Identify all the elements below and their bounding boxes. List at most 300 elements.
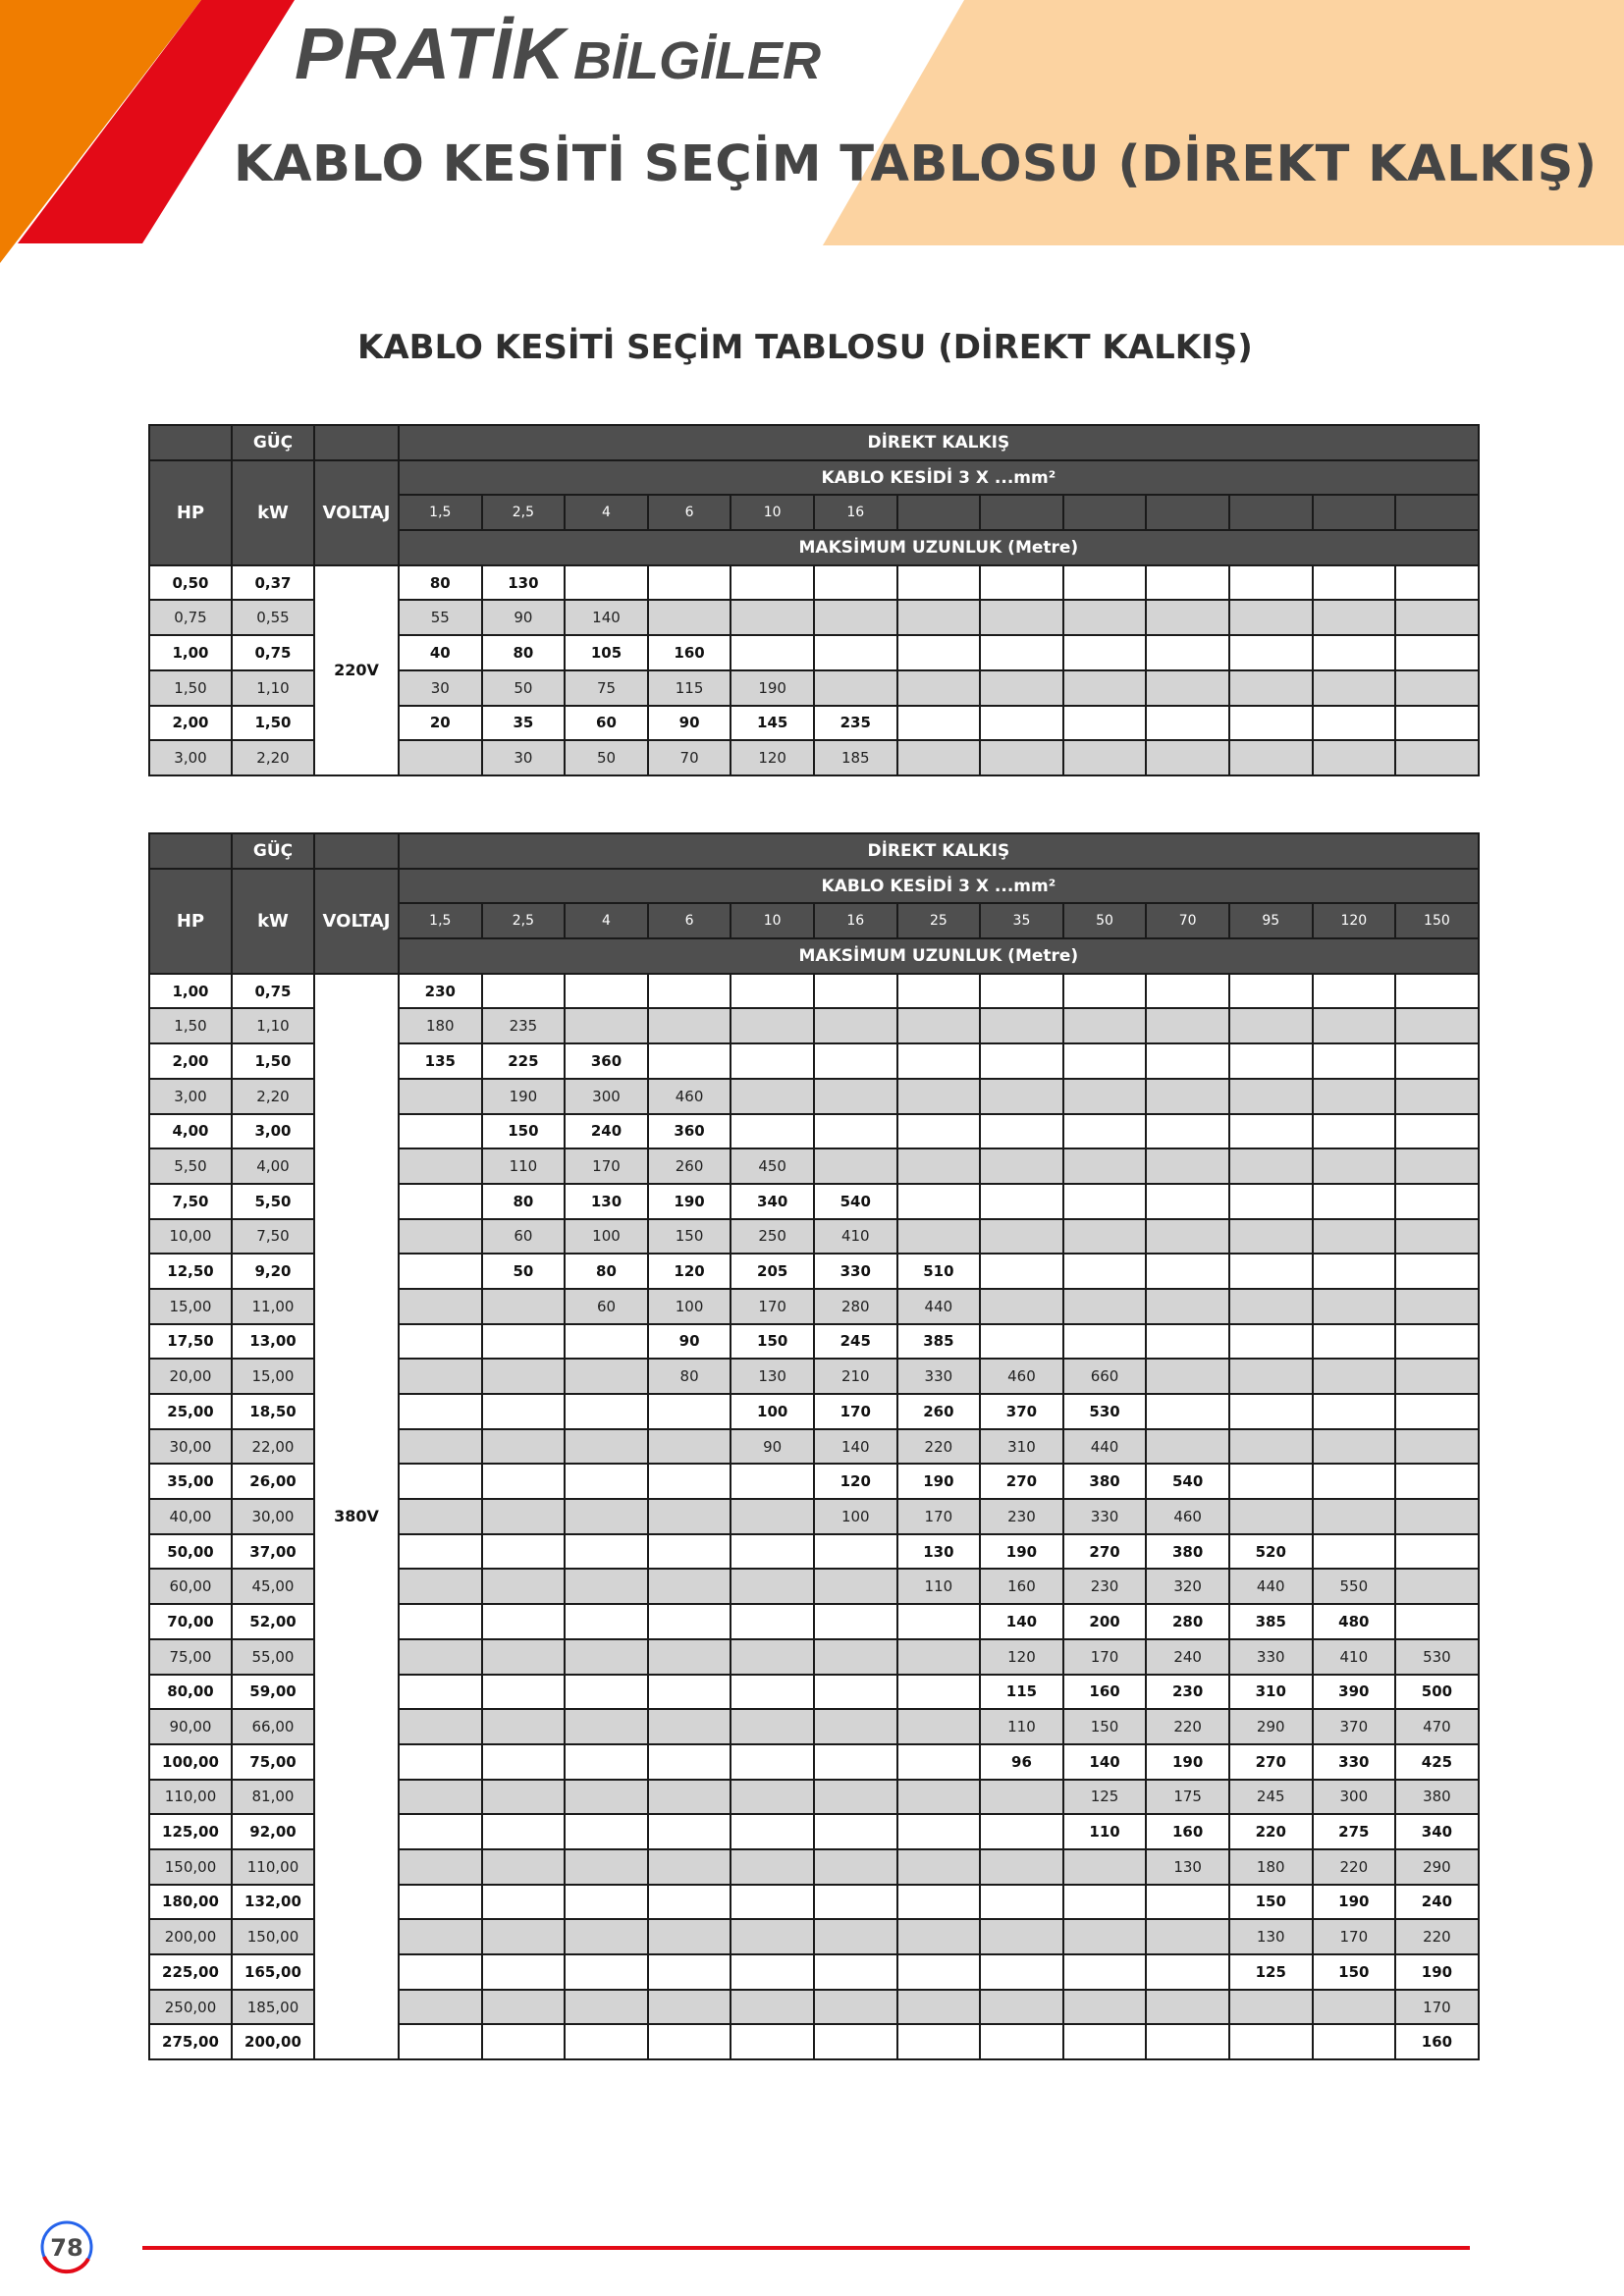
length-cell: 160: [1063, 1675, 1147, 1710]
length-cell: [1313, 600, 1396, 635]
length-cell: [648, 1499, 731, 1534]
length-cell: [1313, 1359, 1396, 1394]
length-cell: [1229, 1499, 1313, 1534]
length-cell: 270: [1229, 1744, 1313, 1780]
length-cell: 185: [814, 740, 897, 775]
section-header: [897, 495, 981, 530]
length-cell: [814, 2024, 897, 2059]
hp-cell: 50,00: [149, 1534, 232, 1570]
length-cell: [648, 2024, 731, 2059]
length-cell: [1395, 1429, 1479, 1465]
length-cell: 150: [648, 1219, 731, 1255]
length-cell: [1395, 1359, 1479, 1394]
length-cell: [1395, 1254, 1479, 1289]
blank-header-cell: [314, 833, 399, 869]
length-cell: 60: [565, 1289, 648, 1324]
length-cell: 270: [1063, 1534, 1147, 1570]
direkt-kalkis-header: DİREKT KALKIŞ: [399, 833, 1479, 869]
kw-cell: 3,00: [232, 1114, 314, 1149]
voltage-cell: 380V: [314, 974, 399, 2059]
length-cell: 220: [1395, 1919, 1479, 1954]
kw-cell: 132,00: [232, 1885, 314, 1920]
length-cell: [1395, 1499, 1479, 1534]
length-cell: [1146, 1990, 1229, 2025]
blank-header-cell: [149, 425, 232, 460]
length-cell: [897, 1990, 981, 2025]
length-cell: 500: [1395, 1675, 1479, 1710]
length-cell: [1395, 740, 1479, 775]
length-cell: 50: [565, 740, 648, 775]
length-cell: [731, 1990, 814, 2025]
length-cell: [482, 1324, 566, 1360]
direkt-kalkis-header: DİREKT KALKIŞ: [399, 425, 1479, 460]
length-cell: [1229, 1148, 1313, 1184]
length-cell: [1063, 1990, 1147, 2025]
length-cell: 140: [1063, 1744, 1147, 1780]
length-cell: [648, 1464, 731, 1499]
maks-uzunluk-header: MAKSİMUM UZUNLUK (Metre): [399, 938, 1479, 974]
length-cell: [897, 1814, 981, 1849]
hp-cell: 110,00: [149, 1780, 232, 1815]
hp-cell: 2,00: [149, 1043, 232, 1079]
hp-cell: 125,00: [149, 1814, 232, 1849]
length-cell: [1229, 1464, 1313, 1499]
length-cell: [399, 2024, 482, 2059]
length-cell: 250: [731, 1219, 814, 1255]
length-cell: [1313, 1534, 1396, 1570]
length-cell: [897, 565, 981, 601]
length-cell: [565, 1359, 648, 1394]
length-cell: [1063, 1114, 1147, 1149]
length-cell: [814, 1709, 897, 1744]
length-cell: 130: [897, 1534, 981, 1570]
length-cell: [1395, 1324, 1479, 1360]
kw-cell: 81,00: [232, 1780, 314, 1815]
length-cell: 245: [814, 1324, 897, 1360]
length-cell: 520: [1229, 1534, 1313, 1570]
length-cell: [980, 1849, 1063, 1885]
length-cell: [482, 1359, 566, 1394]
length-cell: [399, 1919, 482, 1954]
section-header: 10: [731, 903, 814, 938]
length-cell: 20: [399, 706, 482, 741]
kw-cell: 15,00: [232, 1359, 314, 1394]
length-cell: 290: [1395, 1849, 1479, 1885]
length-cell: [1313, 706, 1396, 741]
length-cell: [1395, 1394, 1479, 1429]
hp-cell: 4,00: [149, 1114, 232, 1149]
length-cell: 80: [399, 565, 482, 601]
hp-cell: 12,50: [149, 1254, 232, 1289]
section-header: 16: [814, 903, 897, 938]
length-cell: 320: [1146, 1569, 1229, 1604]
length-cell: 290: [1229, 1709, 1313, 1744]
length-cell: 55: [399, 600, 482, 635]
length-cell: [814, 1604, 897, 1639]
length-cell: [980, 2024, 1063, 2059]
length-cell: [1313, 1324, 1396, 1360]
length-cell: [1146, 635, 1229, 670]
length-cell: [399, 1885, 482, 1920]
length-cell: [482, 1990, 566, 2025]
length-cell: [814, 1043, 897, 1079]
hp-cell: 10,00: [149, 1219, 232, 1255]
hp-cell: 180,00: [149, 1885, 232, 1920]
length-cell: [399, 1954, 482, 1990]
length-cell: 120: [814, 1464, 897, 1499]
kw-cell: 11,00: [232, 1289, 314, 1324]
length-cell: [1146, 1148, 1229, 1184]
length-cell: [1395, 706, 1479, 741]
length-cell: [565, 1919, 648, 1954]
length-cell: [1229, 1254, 1313, 1289]
length-cell: [1229, 1429, 1313, 1465]
length-cell: [1229, 1359, 1313, 1394]
length-cell: 200: [1063, 1604, 1147, 1639]
length-cell: 530: [1395, 1639, 1479, 1675]
length-cell: [897, 670, 981, 706]
length-cell: [1229, 1990, 1313, 2025]
length-cell: 205: [731, 1254, 814, 1289]
section-header: 2,5: [482, 495, 566, 530]
hp-cell: 20,00: [149, 1359, 232, 1394]
kw-cell: 59,00: [232, 1675, 314, 1710]
length-cell: [980, 974, 1063, 1009]
hp-cell: 250,00: [149, 1990, 232, 2025]
length-cell: [482, 1289, 566, 1324]
length-cell: [399, 1254, 482, 1289]
length-cell: 340: [1395, 1814, 1479, 1849]
length-cell: [980, 1814, 1063, 1849]
length-cell: 145: [731, 706, 814, 741]
voltaj-header: VOLTAJ: [314, 869, 399, 974]
length-cell: [648, 1780, 731, 1815]
blank-header-cell: [314, 425, 399, 460]
length-cell: [1146, 1324, 1229, 1360]
table-row: [149, 974, 1479, 1009]
kw-cell: 75,00: [232, 1744, 314, 1780]
length-cell: 260: [648, 1148, 731, 1184]
length-cell: [980, 706, 1063, 741]
kw-cell: 150,00: [232, 1919, 314, 1954]
section-header: [1395, 495, 1479, 530]
length-cell: [648, 974, 731, 1009]
length-cell: [1313, 1990, 1396, 2025]
length-cell: 170: [1313, 1919, 1396, 1954]
kw-cell: 30,00: [232, 1499, 314, 1534]
hp-cell: 2,00: [149, 706, 232, 741]
length-cell: 190: [648, 1184, 731, 1219]
hp-cell: 90,00: [149, 1709, 232, 1744]
length-cell: [731, 1043, 814, 1079]
length-cell: 280: [1146, 1604, 1229, 1639]
length-cell: 450: [731, 1148, 814, 1184]
length-cell: [399, 1219, 482, 1255]
length-cell: [1229, 706, 1313, 741]
length-cell: [399, 1569, 482, 1604]
length-cell: [482, 974, 566, 1009]
length-cell: [731, 1744, 814, 1780]
length-cell: 60: [565, 706, 648, 741]
length-cell: [814, 1954, 897, 1990]
length-cell: [648, 1675, 731, 1710]
length-cell: 370: [980, 1394, 1063, 1429]
length-cell: [648, 1639, 731, 1675]
length-cell: 190: [1395, 1954, 1479, 1990]
length-cell: [731, 1675, 814, 1710]
length-cell: [648, 1394, 731, 1429]
length-cell: [565, 1954, 648, 1990]
length-cell: 440: [897, 1289, 981, 1324]
length-cell: [814, 1079, 897, 1114]
length-cell: 130: [565, 1184, 648, 1219]
length-cell: [814, 1534, 897, 1570]
length-cell: [897, 1148, 981, 1184]
length-cell: [814, 600, 897, 635]
length-cell: 360: [565, 1043, 648, 1079]
hp-header: HP: [149, 460, 232, 565]
length-cell: [482, 2024, 566, 2059]
length-cell: 460: [980, 1359, 1063, 1394]
length-cell: [399, 1639, 482, 1675]
length-cell: 190: [980, 1534, 1063, 1570]
kablo-kesidi-header: KABLO KESİDİ 3 X ...mm²: [399, 869, 1479, 904]
hp-cell: 80,00: [149, 1675, 232, 1710]
length-cell: [731, 974, 814, 1009]
maks-uzunluk-header: MAKSİMUM UZUNLUK (Metre): [399, 530, 1479, 565]
length-cell: [565, 1639, 648, 1675]
length-cell: [897, 600, 981, 635]
length-cell: [1229, 1289, 1313, 1324]
kw-cell: 1,10: [232, 670, 314, 706]
section-header: 10: [731, 495, 814, 530]
length-cell: [1313, 1429, 1396, 1465]
length-cell: [814, 974, 897, 1009]
length-cell: [482, 1849, 566, 1885]
section-header: 70: [1146, 903, 1229, 938]
length-cell: 275: [1313, 1814, 1396, 1849]
footer-divider: [142, 2246, 1470, 2250]
length-cell: [1313, 1394, 1396, 1429]
length-cell: 460: [1146, 1499, 1229, 1534]
length-cell: [1229, 1324, 1313, 1360]
length-cell: [731, 565, 814, 601]
length-cell: 110: [482, 1148, 566, 1184]
page-number: 78: [50, 2234, 83, 2262]
length-cell: [814, 1780, 897, 1815]
length-cell: [1395, 565, 1479, 601]
length-cell: 425: [1395, 1744, 1479, 1780]
kw-cell: 5,50: [232, 1184, 314, 1219]
length-cell: [897, 1675, 981, 1710]
length-cell: 310: [980, 1429, 1063, 1465]
length-cell: 105: [565, 635, 648, 670]
length-cell: 225: [482, 1043, 566, 1079]
section-header: 2,5: [482, 903, 566, 938]
length-cell: 220: [1229, 1814, 1313, 1849]
kw-header: kW: [232, 869, 314, 974]
hp-cell: 0,75: [149, 600, 232, 635]
cable-table-380v: [148, 832, 1480, 2060]
length-cell: [980, 670, 1063, 706]
length-cell: 30: [482, 740, 566, 775]
length-cell: 140: [814, 1429, 897, 1465]
length-cell: [482, 1954, 566, 1990]
section-header: 120: [1313, 903, 1396, 938]
length-cell: 410: [1313, 1639, 1396, 1675]
length-cell: 310: [1229, 1675, 1313, 1710]
length-cell: [1313, 1148, 1396, 1184]
length-cell: 540: [814, 1184, 897, 1219]
kw-cell: 200,00: [232, 2024, 314, 2059]
length-cell: [897, 1219, 981, 1255]
kw-cell: 0,75: [232, 635, 314, 670]
length-cell: 440: [1229, 1569, 1313, 1604]
length-cell: [1063, 2024, 1147, 2059]
length-cell: [1063, 565, 1147, 601]
length-cell: [814, 1639, 897, 1675]
length-cell: 40: [399, 635, 482, 670]
length-cell: [482, 1464, 566, 1499]
length-cell: [1063, 1885, 1147, 1920]
length-cell: [897, 1604, 981, 1639]
kw-header: kW: [232, 460, 314, 565]
length-cell: 110: [897, 1569, 981, 1604]
length-cell: [1229, 635, 1313, 670]
hp-cell: 7,50: [149, 1184, 232, 1219]
length-cell: [1395, 1569, 1479, 1604]
length-cell: 380: [1063, 1464, 1147, 1499]
section-header: [1229, 495, 1313, 530]
length-cell: [1063, 1043, 1147, 1079]
hp-cell: 5,50: [149, 1148, 232, 1184]
length-cell: 220: [897, 1429, 981, 1465]
length-cell: [731, 1079, 814, 1114]
length-cell: [1313, 565, 1396, 601]
section-header: 25: [897, 903, 981, 938]
length-cell: [482, 1885, 566, 1920]
length-cell: [399, 1148, 482, 1184]
length-cell: 220: [1313, 1849, 1396, 1885]
length-cell: 180: [399, 1008, 482, 1043]
length-cell: [814, 1569, 897, 1604]
hp-cell: 17,50: [149, 1324, 232, 1360]
length-cell: [648, 1990, 731, 2025]
length-cell: 135: [399, 1043, 482, 1079]
section-header: 6: [648, 903, 731, 938]
length-cell: [482, 1639, 566, 1675]
length-cell: 125: [1063, 1780, 1147, 1815]
length-cell: [980, 1254, 1063, 1289]
page-title: KABLO KESİTİ SEÇİM TABLOSU (DİREKT KALKIŞ): [234, 135, 1597, 193]
length-cell: [648, 1849, 731, 1885]
length-cell: [1395, 1219, 1479, 1255]
length-cell: [731, 1919, 814, 1954]
length-cell: [980, 1885, 1063, 1920]
length-cell: [565, 974, 648, 1009]
length-cell: [1063, 1289, 1147, 1324]
length-cell: [565, 1709, 648, 1744]
hp-cell: 225,00: [149, 1954, 232, 1990]
length-cell: [1146, 1079, 1229, 1114]
length-cell: [731, 1534, 814, 1570]
length-cell: [1146, 1429, 1229, 1465]
length-cell: [399, 1849, 482, 1885]
length-cell: 160: [648, 635, 731, 670]
length-cell: [980, 1148, 1063, 1184]
length-cell: [1229, 600, 1313, 635]
length-cell: [731, 1954, 814, 1990]
length-cell: 150: [731, 1324, 814, 1360]
length-cell: [1063, 1079, 1147, 1114]
length-cell: [814, 1849, 897, 1885]
length-cell: [1146, 1043, 1229, 1079]
length-cell: 130: [1146, 1849, 1229, 1885]
length-cell: 60: [482, 1219, 566, 1255]
length-cell: [1313, 1464, 1396, 1499]
length-cell: 115: [980, 1675, 1063, 1710]
length-cell: [731, 1639, 814, 1675]
kw-cell: 0,75: [232, 974, 314, 1009]
length-cell: [1146, 740, 1229, 775]
length-cell: 380: [1146, 1534, 1229, 1570]
length-cell: [814, 1008, 897, 1043]
length-cell: [980, 1043, 1063, 1079]
length-cell: [1313, 740, 1396, 775]
length-cell: 330: [897, 1359, 981, 1394]
length-cell: [565, 1675, 648, 1710]
length-cell: [1146, 1394, 1229, 1429]
length-cell: [814, 1148, 897, 1184]
length-cell: [814, 635, 897, 670]
length-cell: [731, 1569, 814, 1604]
length-cell: [731, 635, 814, 670]
length-cell: 460: [648, 1079, 731, 1114]
length-cell: [1395, 1184, 1479, 1219]
length-cell: [648, 1008, 731, 1043]
length-cell: [731, 1604, 814, 1639]
length-cell: [1063, 740, 1147, 775]
length-cell: [980, 740, 1063, 775]
length-cell: 160: [1395, 2024, 1479, 2059]
length-cell: 540: [1146, 1464, 1229, 1499]
length-cell: [1313, 1079, 1396, 1114]
voltaj-header: VOLTAJ: [314, 460, 399, 565]
section-header: 150: [1395, 903, 1479, 938]
length-cell: [399, 1079, 482, 1114]
length-cell: [648, 565, 731, 601]
kw-cell: 37,00: [232, 1534, 314, 1570]
length-cell: [399, 1394, 482, 1429]
length-cell: [1395, 1114, 1479, 1149]
hp-cell: 3,00: [149, 1079, 232, 1114]
length-cell: 280: [814, 1289, 897, 1324]
length-cell: [1146, 974, 1229, 1009]
length-cell: 110: [980, 1709, 1063, 1744]
length-cell: [980, 1780, 1063, 1815]
length-cell: [897, 974, 981, 1009]
length-cell: [897, 1114, 981, 1149]
length-cell: [1313, 1499, 1396, 1534]
length-cell: [1229, 1219, 1313, 1255]
length-cell: 240: [1395, 1885, 1479, 1920]
length-cell: 410: [814, 1219, 897, 1255]
kw-cell: 45,00: [232, 1569, 314, 1604]
length-cell: [1146, 1114, 1229, 1149]
hp-cell: 75,00: [149, 1639, 232, 1675]
length-cell: [648, 1709, 731, 1744]
length-cell: [814, 565, 897, 601]
